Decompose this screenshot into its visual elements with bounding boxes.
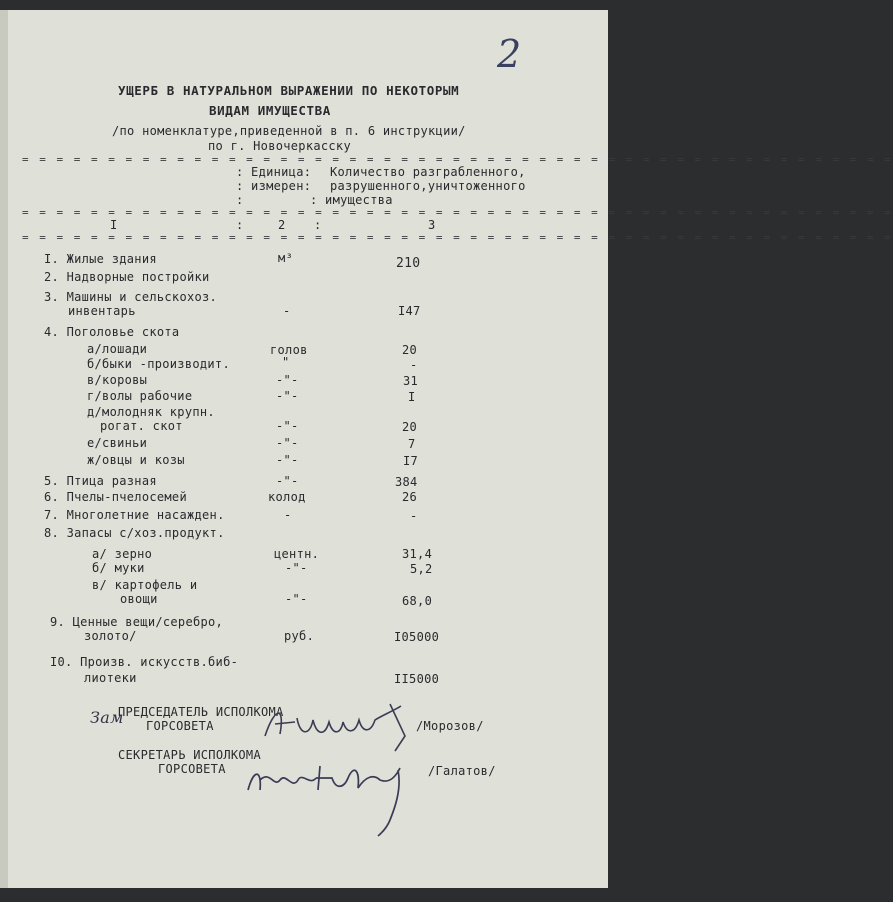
row-name: I. Жилые здания: [44, 252, 157, 266]
row-name: 2. Надворные постройки: [44, 270, 210, 284]
row-name: 7. Многолетние насажден.: [44, 508, 225, 522]
subtitle-line-1: /по номенклатуре,приведенной в п. 6 инструкции/: [112, 124, 466, 138]
row-value: I: [408, 390, 416, 404]
row-name: рогат. скот: [100, 419, 183, 433]
secretary-title-line-1: СЕКРЕТАРЬ ИСПОЛКОМА: [118, 748, 261, 762]
separator-line: = = = = = = = = = = = = = = = = = = = = = = = = = = = = = = = = = = = = = = = = = = = = = = = = = = =: [22, 206, 893, 219]
row-unit: руб.: [284, 629, 315, 643]
row-value: -: [410, 509, 418, 523]
row-name: I0. Произв. искусств.биб-: [50, 655, 239, 669]
row-name: в/коровы: [87, 373, 148, 387]
row-unit: -"-: [276, 389, 299, 403]
row-value: 5,2: [410, 562, 433, 576]
row-name: а/лошади: [87, 342, 148, 356]
row-unit: колод: [268, 490, 306, 504]
title-line-1: УЩЕРБ В НАТУРАЛЬНОМ ВЫРАЖЕНИИ ПО НЕКОТОРЫМ: [118, 83, 460, 98]
row-unit: ": [282, 355, 290, 369]
subtitle-line-2: по г. Новочеркасску: [208, 139, 351, 153]
column-separator: :: [236, 218, 244, 232]
column-number-3: 3: [428, 218, 436, 232]
row-unit: -: [283, 304, 291, 318]
row-name: 8. Запасы с/хоз.продукт.: [44, 526, 225, 540]
row-name: золото/: [84, 629, 137, 643]
row-value: 20: [402, 343, 418, 357]
row-unit: -"-: [285, 561, 308, 575]
row-unit: -"-: [276, 453, 299, 467]
row-name: 3. Машины и сельскохоз.: [44, 290, 218, 304]
row-unit: голов: [270, 343, 308, 357]
row-value: 26: [402, 490, 418, 504]
secretary-signature: [240, 750, 430, 840]
header-unit-line-2: : измерен:: [236, 179, 312, 193]
row-value: I7: [403, 454, 419, 468]
row-value: 31: [403, 374, 419, 388]
chair-name: /Морозов/: [416, 719, 484, 733]
page-edge: [0, 10, 8, 888]
row-name: 6. Пчелы-пчелосемей: [44, 490, 187, 504]
column-number-1: I: [110, 218, 118, 232]
chair-signature: [255, 696, 415, 756]
header-qty-line-1: Количество разграбленного,: [330, 165, 526, 179]
column-separator: :: [314, 218, 322, 232]
page-number: 2: [497, 32, 522, 76]
row-name: д/молодняк крупн.: [87, 405, 215, 419]
row-name: лиотеки: [84, 671, 137, 685]
row-name: г/волы рабочие: [87, 389, 193, 403]
row-value: 384: [395, 475, 418, 489]
row-unit: -"-: [285, 592, 308, 606]
row-name: 4. Поголовье скота: [44, 325, 180, 339]
row-unit: -"-: [276, 373, 299, 387]
header-qty-line-2: разрушенного,уничтоженного: [330, 179, 526, 193]
row-name: е/свиньи: [87, 436, 148, 450]
row-name: б/быки -производит.: [87, 357, 230, 371]
header-qty-line-3: : имущества: [310, 193, 393, 207]
column-number-2: 2: [278, 218, 286, 232]
row-value: 210: [396, 256, 421, 271]
secretary-name: /Галатов/: [428, 764, 496, 778]
row-value: I05000: [394, 630, 440, 644]
row-unit: -"-: [276, 419, 299, 433]
header-unit-line-1: : Единица:: [236, 165, 312, 179]
row-name: 5. Птица разная: [44, 474, 157, 488]
row-value: 68,0: [402, 594, 433, 608]
chair-prefix: Зам: [90, 708, 124, 727]
row-unit: м³: [278, 251, 294, 265]
row-name: а/ зерно: [92, 547, 153, 561]
row-name: овощи: [120, 592, 158, 606]
row-unit: -"-: [276, 474, 299, 488]
row-value: I47: [398, 304, 421, 318]
separator-line: = = = = = = = = = = = = = = = = = = = = = = = = = = = = = = = = = = = = = = = = = = = = = = = = = = =: [22, 231, 893, 244]
secretary-title-line-2: ГОРСОВЕТА: [158, 762, 226, 776]
row-value: 31,4: [402, 547, 433, 561]
row-value: 7: [408, 437, 416, 451]
row-name: ж/овцы и козы: [87, 453, 185, 467]
title-line-2: ВИДАМ ИМУЩЕСТВА: [209, 103, 331, 118]
row-name: б/ муки: [92, 561, 145, 575]
chair-title-line-1: ПРЕДСЕДАТЕЛЬ ИСПОЛКОМА: [118, 705, 284, 719]
row-unit: центн.: [274, 547, 320, 561]
chair-title-line-2: ГОРСОВЕТА: [146, 719, 214, 733]
separator-line: = = = = = = = = = = = = = = = = = = = = = = = = = = = = = = = = = = = = = = = = = = = = = = = = = = =: [22, 153, 893, 166]
row-value: II5000: [394, 672, 440, 686]
row-name: 9. Ценные вещи/серебро,: [50, 615, 224, 629]
row-value: 20: [402, 420, 418, 434]
row-unit: -"-: [276, 436, 299, 450]
row-value: -: [410, 358, 418, 372]
row-name: инвентарь: [68, 304, 136, 318]
row-unit: -: [284, 508, 292, 522]
row-name: в/ картофель и: [92, 578, 198, 592]
header-unit-line-3: :: [236, 193, 244, 207]
